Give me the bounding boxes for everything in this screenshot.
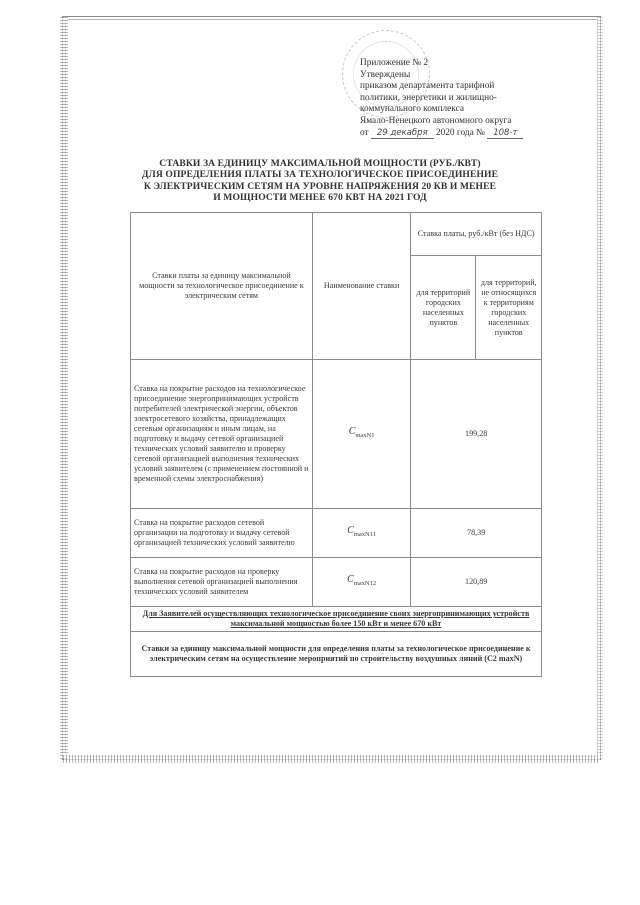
approval-order-line: политики, энергетики и жилищно- (360, 92, 497, 103)
table-row (131, 360, 542, 509)
rate-symbol-sub: maxN12 (353, 580, 377, 587)
rate-symbol-sub: maxN11 (353, 531, 377, 538)
rate-description: Ставка на покрытие расходов на технологическое присоединение энергопринимающих устройств потребителей электрической энергии, объектов электросетевого хозяйства, принадлежащих сетевым организациям и иным лицам, на подготовку и выдачу сетевой организацией технических условий заявителю и проверку сетевой организацией выполнения технических условий заявителем (с применением постоянной и временной схемы электроснабжения) (131, 360, 313, 509)
rate-symbol-base: C (347, 525, 354, 536)
date-prefix: от (360, 127, 369, 138)
rate-symbol-sub: maxN1 (355, 432, 375, 439)
rate-value: 199,28 (411, 360, 542, 509)
header-rate-name: Наименование ставки (312, 213, 410, 360)
rate-symbol-base: C (348, 426, 356, 437)
document-title (120, 158, 520, 204)
table-header-row (131, 213, 542, 256)
rate-symbol (312, 509, 410, 558)
table-section-row (131, 632, 542, 677)
table-row (131, 558, 542, 607)
scan-edge-left (60, 17, 68, 759)
date-year: 2020 года № (435, 127, 485, 138)
rate-symbol (312, 360, 410, 509)
handwritten-date: 29 декабря (371, 128, 434, 139)
section-applicants-150-670: Для Заявителей осуществляющих технологическое присоединение своих энергопринимающих устройств максимальной мощностью более 150 кВт и менее 670 кВт (131, 607, 542, 632)
header-non-urban: для территорий, не относящихся к территориям городских населенных пунктов (476, 256, 542, 360)
title-line: СТАВКИ ЗА ЕДИНИЦУ МАКСИМАЛЬНОЙ МОЩНОСТИ (РУБ./КВТ) (159, 158, 481, 169)
approval-order-line: приказом департамента тарифной (360, 81, 495, 92)
header-rate-value: Ставка платы, руб./кВт (без НДС) (411, 213, 542, 256)
approval-order-line: коммунального комплекса (360, 104, 464, 115)
approval-order-line: Ямало-Ненецкого автономного округа (360, 115, 512, 126)
approval-approved: Утверждены (360, 69, 411, 80)
rate-value: 78,39 (411, 509, 542, 558)
rate-description: Ставка на покрытие расходов сетевой организации на подготовку и выдачу сетевой организацией технических условий заявителю (131, 509, 313, 558)
title-line: И МОЩНОСТИ МЕНЕЕ 670 КВТ НА 2021 ГОД (213, 192, 427, 204)
approval-appendix: Приложение № 2 (360, 58, 429, 68)
table-section-row (131, 607, 542, 632)
approval-block (360, 58, 570, 139)
rate-value: 120,89 (411, 558, 542, 607)
scan-edge-bottom (63, 755, 600, 763)
rate-symbol (312, 558, 410, 607)
rates-table (130, 212, 542, 677)
handwritten-number: 108-т (487, 128, 523, 139)
table-row (131, 509, 542, 558)
title-line: ДЛЯ ОПРЕДЕЛЕНИЯ ПЛАТЫ ЗА ТЕХНОЛОГИЧЕСКОЕ ПРИСОЕДИНЕНИЕ (141, 169, 499, 181)
rate-symbol-base: C (347, 574, 354, 585)
rate-description: Ставка на покрытие расходов на проверку выполнения сетевой организацией выполнения технических условий заявителем (131, 558, 313, 607)
scan-edge-right (597, 17, 603, 759)
header-rate-description: Ставки платы за единицу максимальной мощности за технологическое присоединение к электрическим сетям (131, 213, 313, 360)
header-urban: для территорий городских населенных пунктов (411, 256, 476, 360)
approval-date-line (360, 128, 570, 140)
section-c2-overhead-lines: Ставки за единицу максимальной мощности для определения платы за технологическое присоединение к электрическим сетям на осуществление мероприятий по строительству воздушных линий (C2 maxN) (131, 632, 542, 677)
title-line: К ЭЛЕКТРИЧЕСКИМ СЕТЯМ НА УРОВНЕ НАПРЯЖЕНИЯ 20 КВ И МЕНЕЕ (143, 180, 497, 192)
